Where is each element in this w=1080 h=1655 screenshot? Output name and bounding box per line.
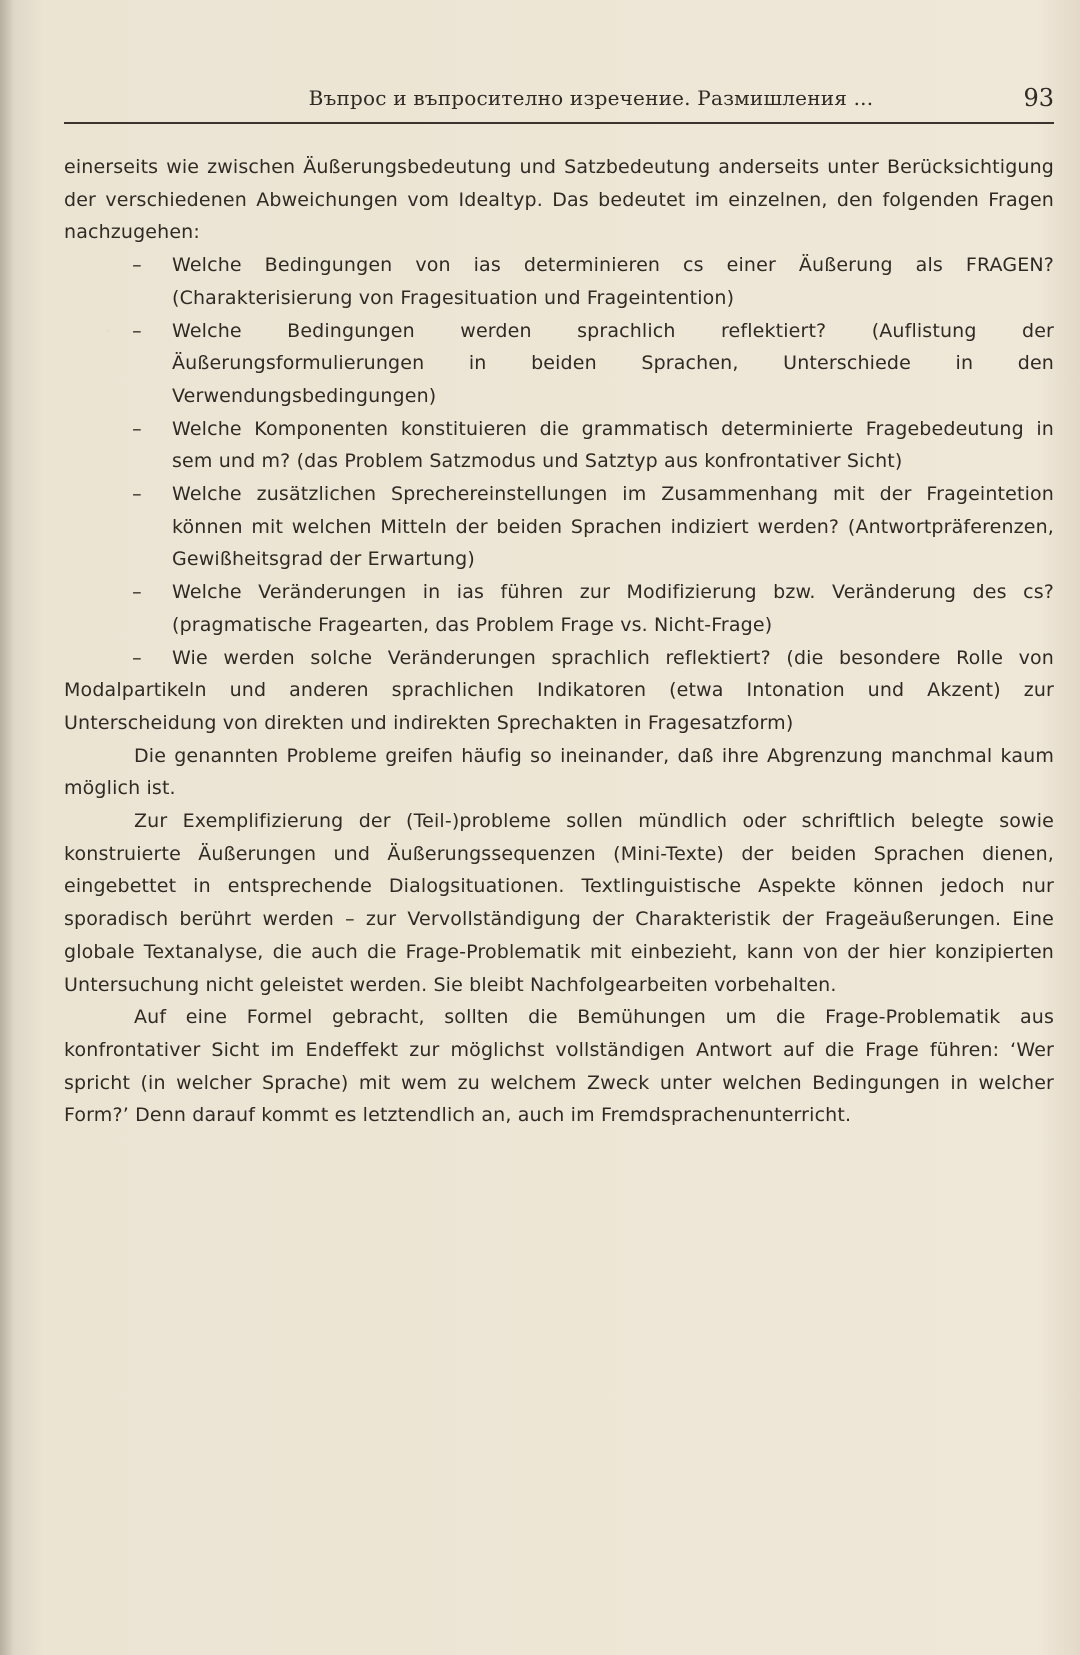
page-number: 93 <box>1023 84 1054 112</box>
last-list-item-text: Wie werden solche Veränderungen sprachlich reflektiert? (die besondere Rolle von Modalpartikeln und anderen sprachlichen Indikatoren (etwa Intonation und Akzent) zur Unterscheidung von direkten und indirekten Sprechakten in Fragesatzform) <box>64 646 1054 734</box>
list-dash: – <box>132 254 142 277</box>
page-header <box>64 86 1054 124</box>
list-item-text: Welche Bedingungen werden sprachlich reflektiert? (Auflistung der Äußerungsformulierungen in beiden Sprachen, Unterschiede in den Verwendungsbedingungen) <box>172 319 1054 407</box>
list-dash: – <box>132 417 142 440</box>
header-rule <box>64 122 1054 124</box>
list-item-text: Welche zusätzlichen Sprechereinstellungen im Zusammenhang mit der Frageintetion können mit welchen Mitteln der beiden Sprachen indiziert werden? (Antwortpräferenzen, Gewißheitsgrad der Erwartung) <box>172 483 1054 571</box>
page-binding-shadow <box>0 0 14 1655</box>
body-paragraph: Zur Exemplifizierung der (Teil-)probleme sollen mündlich oder schriftlich belegte sowie konstruierte Äußerungen und Äußerungssequenzen (Mini-Texte) der beiden Sprachen dienen, eingebettet in entsprechende Dialogsituationen. Textlinguistische Aspekte können jedoch nur sporadisch berührt werden – zur Vervollständigung der Charakteristik der Frageäußerungen. Eine globale Textanalyse, die auch die Frage-Problematik mit einbezieht, kann von der hier konzipierten Untersuchung nicht geleistet werden. Sie bleibt Nachfolgearbeiten vorbehalten. <box>64 810 1054 996</box>
list-item-text: Welche Veränderungen in ias führen zur Modifizierung bzw. Veränderung des cs? (pragmatische Fragearten, das Problem Frage vs. Nicht-Frage) <box>172 581 1054 636</box>
list-item <box>64 413 1054 478</box>
body-paragraph: Auf eine Formel gebracht, sollten die Bemühungen um die Frage-Problematik aus konfrontativer Sicht im Endeffekt zur möglichst vollständigen Antwort auf die Frage führen: ‘Wer spricht (in welcher Sprache) mit wem zu welchem Zweck unter welchen Bedingungen in welcher Form?’ Denn darauf kommt es letztendlich an, auch im Fremdsprachenunterricht. <box>64 1006 1054 1127</box>
question-list <box>64 249 1054 740</box>
list-item-text: Welche Komponenten konstituieren die grammatisch determinierte Fragebedeutung in sem und m? (das Problem Satzmodus und Satztyp aus konfrontativer Sicht) <box>172 417 1054 473</box>
page-body <box>64 151 1054 1132</box>
list-item <box>64 576 1054 641</box>
body-paragraph: Die genannten Probleme greifen häufig so ineinander, daß ihre Abgrenzung manchmal kaum möglich ist. <box>64 744 1054 800</box>
last-list-item <box>64 642 1054 740</box>
running-head: Въпрос и въпросително изречение. Размишления ... <box>308 86 874 110</box>
list-item <box>64 315 1054 413</box>
list-dash: – <box>132 319 142 342</box>
list-item <box>64 478 1054 576</box>
list-dash: – <box>132 483 142 506</box>
list-item-text: Welche Bedingungen von ias determinieren cs einer Äußerung als FRAGEN? (Charakterisierung von Fragesituation und Frageintention) <box>172 254 1054 309</box>
intro-paragraph: einerseits wie zwischen Äußerungsbedeutung und Satzbedeutung anderseits unter Berücksichtigung der verschiedenen Abweichungen vom Idealtyp. Das bedeutet im einzelnen, den folgenden Fragen nachzugehen: <box>64 156 1054 244</box>
list-dash: – <box>132 646 142 669</box>
list-item <box>64 249 1054 314</box>
list-dash: – <box>132 581 142 604</box>
